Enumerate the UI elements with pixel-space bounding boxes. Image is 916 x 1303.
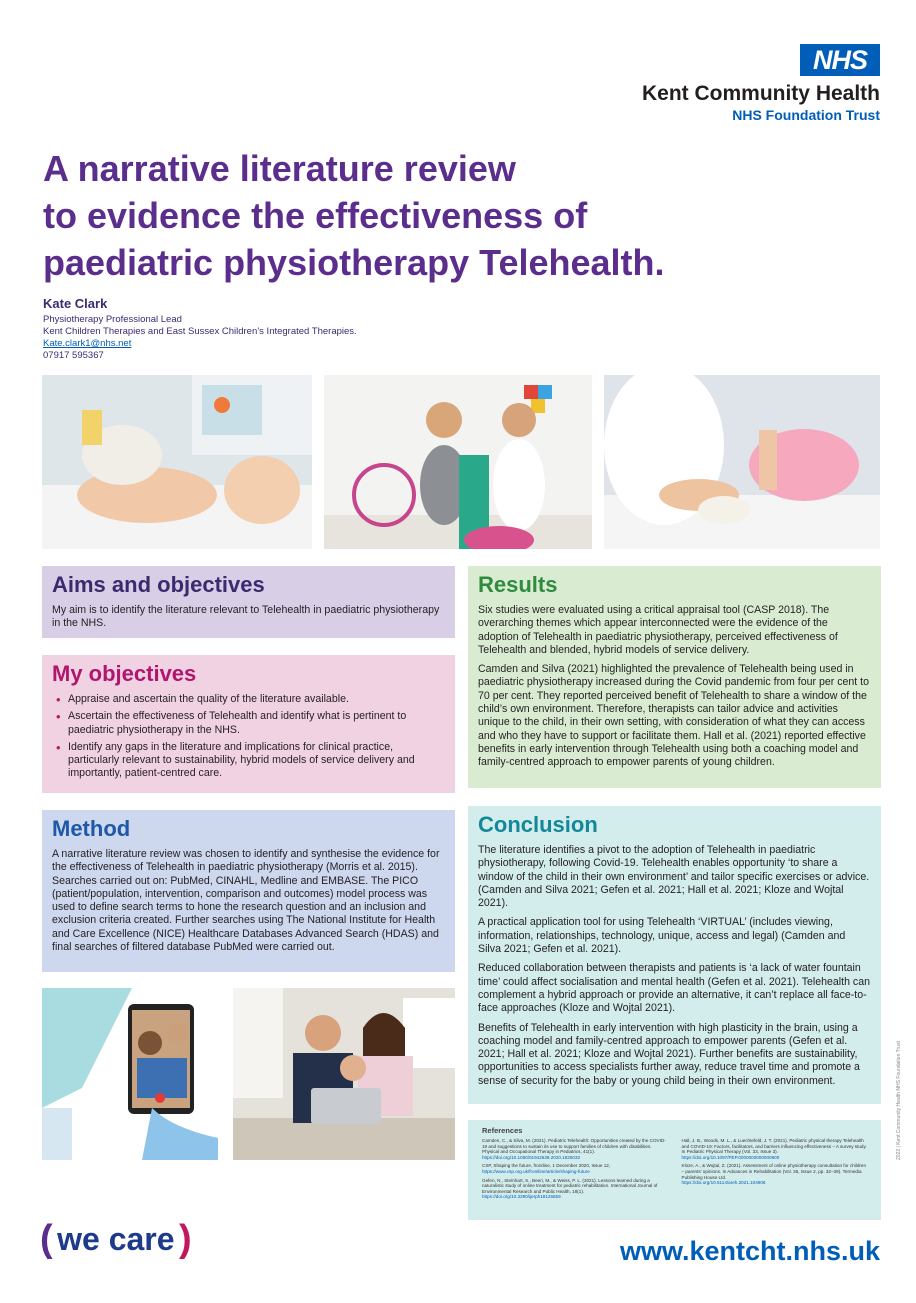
reference-entry: [482, 1178, 668, 1200]
reference-entry: [682, 1138, 868, 1160]
side-code: 2022 | Kent Community Health NHS Foundation Trust: [896, 1041, 902, 1160]
reference-link[interactable]: https://www.csp.org.uk/frontline/article/shaping-future: [482, 1168, 590, 1174]
reference-text: Kloze, A., & Wojtal, Z. (2021). Assessment of online physiotherapy consultation for children – parents’ opinions. In Advances in Rehabilitation (Vol. 35, Issue 2, pp. 32–39). Termedia Publishing House Ltd.: [681, 1163, 867, 1180]
author-email-link[interactable]: Kate.clark1@nhs.net: [43, 338, 132, 349]
reference-link[interactable]: https://doi.org/10.3390/ijerph18126659: [482, 1194, 561, 1200]
website-link[interactable]: www.kentcht.nhs.uk: [619, 1236, 880, 1266]
list-item: • Ascertain the effectiveness of Telehealth and identify what is pertinent to paediatric physiotherapy in the NHS.: [68, 710, 445, 737]
reference-link[interactable]: https://doi.org/10.5114/areh.2021.104906: [681, 1180, 766, 1186]
conclusion-paragraph: A practical application tool for using Telehealth ‘VIRTUAL’ (includes viewing, information, relationships, technology, unique, access and legal) (Camden and Silva 2021; Gefen et al. 2021).: [478, 916, 846, 956]
objectives-heading: My objectives: [52, 661, 197, 686]
conclusion-panel: [468, 806, 881, 1104]
author-organisation: Kent Children Therapies and East Sussex Children’s Integrated Therapies.: [43, 326, 357, 337]
conclusion-heading: Conclusion: [478, 812, 598, 837]
list-item: • Appraise and ascertain the quality of the literature available.: [68, 693, 445, 706]
results-paragraph: Six studies were evaluated using a critical appraisal tool (CASP 2018). The overarching themes which appear interconnected were the evidence of the adoption of Telehealth in paediatric physiotherapy, perceived effectiveness of Telehealth and blended, hybrid models of service delivery.: [478, 604, 838, 656]
title-line: to evidence the effectiveness of: [43, 195, 588, 236]
reference-entry: [482, 1163, 668, 1174]
child-exercise-photo: [324, 375, 592, 549]
reference-link[interactable]: https://doi.org/10.1080/01942638.2020.1825032: [482, 1154, 581, 1160]
aims-panel: [42, 566, 455, 638]
family-laptop-photo: [233, 988, 455, 1160]
aims-heading: Aims and objectives: [52, 572, 265, 597]
organisation-name: Kent Community Health: [641, 82, 880, 105]
references-heading: References: [482, 1126, 523, 1135]
we-care-right-bracket: ): [178, 1218, 192, 1260]
author-role: Physiotherapy Professional Lead: [43, 314, 182, 325]
references-left-column: [482, 1138, 668, 1203]
method-panel: [42, 810, 455, 972]
nhs-logo: NHS: [800, 44, 880, 76]
we-care-left-bracket: (: [40, 1218, 53, 1260]
author-name: Kate Clark: [43, 296, 108, 311]
reference-entry: [482, 1138, 668, 1160]
reference-text: Hall, J. B., Woods, M. L., & Luechtefeld, J. T. (2021). Pediatric physical therapy Telehealth and COVID-19: Factors, facilitators, and barriers influencing effectiveness – A survey study. In Pediatric Physical Therapy (Vol. 33, Issue 3).: [681, 1138, 867, 1155]
method-text: A narrative literature review was chosen to identify and synthesise the evidence for the effectiveness of Telehealth in paediatric physiotherapy (Morris et al. 2015). Searches carried out on: PubMed, CINAHL, Medline and EMBASE. The PICO (patient/population, intervention, comparison and outcomes) model process was used to define search terms to hone the research question and an inclusion and exclusion criteria created. Further searches using The National Institute for Health and Care Excellence (NICE) Healthcare Databases Advanced Search (HDAS) and final searches of filtered database PubMed were carried out.: [52, 848, 440, 954]
conclusion-paragraph: Benefits of Telehealth in early intervention with high plasticity in the brain, using a coaching model and family-centred approach to empower parents (Gefen et al. 2021; Hall et al. 2021; Kloze and Wojtal 2021). Further benefits are sustainability, opportunities to access specialists further away, reduce travel time and promote a sense of security for the baby or young child being in their own environment.: [478, 1021, 860, 1087]
aims-text: My aim is to identify the literature relevant to Telehealth in paediatric physiotherapy in the NHS.: [52, 604, 440, 630]
poster-title: [43, 145, 763, 286]
reference-entry: [682, 1163, 868, 1185]
list-item: • Identify any gaps in the literature and implications for clinical practice, particularly relevant to sustainability, hybrid models of service delivery and importantly, patient-centred care.: [68, 741, 445, 781]
results-panel: [468, 566, 881, 788]
results-heading: Results: [478, 572, 558, 597]
we-care-logo: [40, 1218, 192, 1262]
objectives-panel: [42, 655, 455, 793]
tablet-video-call-photo: [42, 988, 218, 1160]
references-right-column: [682, 1138, 868, 1203]
results-paragraph: Camden and Silva (2021) highlighted the prevalence of Telehealth being used in paediatric physiotherapy increased during the Covid pandemic from four per cent to 70 per cent. They reported perceived benefit of Telehealth to share a window of the child’s own environment. Therefore, therapists can tailor advice and activities unique to the child, in their own setting, with consideration of what they can access and who they have to support or facilitate them. Hall et al. (2021) reported effective benefits in early intervention through Telehealth using both a coaching model and family-centred approach to empower parents of young children.: [478, 663, 870, 769]
reference-text: CSP, Shaping the future, frontline, 1 December 2020, Issue 12,: [482, 1163, 611, 1169]
reference-text: Gefen, N., Steinhart, S., Beeri, M., & Weiss, P. L. (2021). Lessons learned during a naturalistic study of online treatment for pediatric rehabilitation. International Journal of Environmental Research and Public Health, 18(1).: [482, 1177, 658, 1194]
objectives-list: [52, 693, 445, 781]
conclusion-paragraph: Reduced collaboration between therapists and patients is ‘a lack of water fountain time’ could affect socialisation and mental health (Gefen et al. 2021). Telehealth can complement a hybrid approach or provide an alternative, it can’t replace all face-to-face approaches (Kloze and Wojtal 2021).: [478, 962, 871, 1015]
baby-photo: [42, 375, 312, 549]
title-line: A narrative literature review: [43, 148, 516, 189]
reference-text: Camden, C., & Silva, M. (2021). Pediatric Telehealth: Opportunities created by the COVID-19 and suggestions to sustain its use to support families of children with disabilities. Physical and Occupational Therapy in Pediatrics, 41(1).: [482, 1138, 666, 1155]
we-care-text: we care: [57, 1221, 175, 1257]
title-line: paediatric physiotherapy Telehealth.: [43, 242, 665, 283]
references-panel: [468, 1120, 881, 1220]
conclusion-paragraph: The literature identifies a pivot to the adoption of Telehealth in paediatric physiotherapy, following Covid-19. Telehealth enables opportunity ‘to share a window of the child in their own environment’ and tailor specific exercises or advice. (Camden and Silva 2021; Gefen et al. 2021; Hall et al. 2021; Kloze and Wojtal 2021).: [478, 844, 870, 910]
foot-examination-photo: [604, 375, 880, 549]
author-phone: 07917 595367: [43, 350, 104, 361]
reference-link[interactable]: https://doi.org/10.1097/PEP.0000000000000800: [681, 1154, 780, 1160]
organisation-subtitle: NHS Foundation Trust: [732, 107, 880, 123]
method-heading: Method: [52, 816, 131, 841]
